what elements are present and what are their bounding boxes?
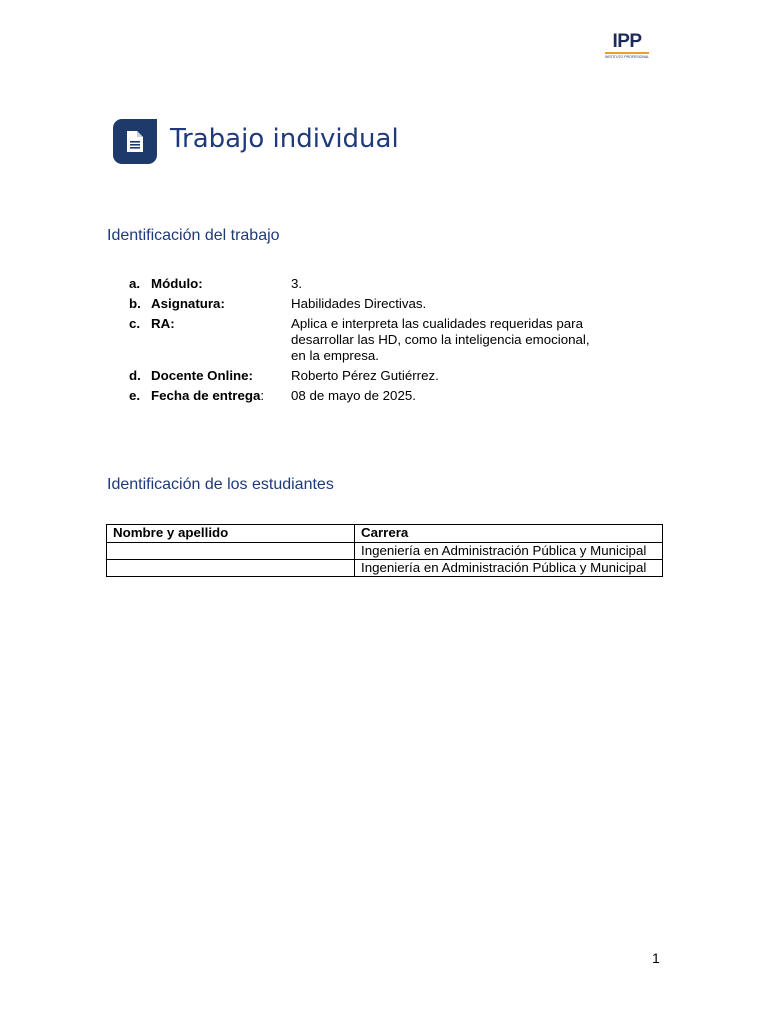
- list-value: 08 de mayo de 2025.: [291, 388, 416, 403]
- list-label: Módulo:: [151, 276, 203, 291]
- student-name-cell[interactable]: [107, 560, 355, 577]
- page-title: Trabajo individual: [170, 124, 399, 154]
- list-letter: b.: [129, 296, 141, 311]
- column-header-name: Nombre y apellido: [107, 525, 355, 543]
- table-header-row: [107, 525, 663, 543]
- list-value: Habilidades Directivas.: [291, 296, 427, 311]
- work-identification-heading: Identificación del trabajo: [107, 227, 280, 244]
- ipp-logo: [602, 32, 652, 62]
- list-item-modulo: [129, 276, 629, 292]
- list-item-fecha: [129, 388, 629, 404]
- list-item-docente: [129, 368, 629, 384]
- list-label: RA:: [151, 316, 175, 331]
- work-identification-list: [129, 276, 629, 408]
- list-letter: c.: [129, 316, 141, 331]
- table-row: [107, 543, 663, 560]
- list-label: Docente Online:: [151, 368, 253, 383]
- document-icon: [113, 119, 157, 164]
- student-identification-heading: Identificación de los estudiantes: [107, 476, 334, 493]
- list-letter: e.: [129, 388, 141, 403]
- students-table: [106, 524, 663, 577]
- list-value: 3.: [291, 276, 303, 291]
- logo-text: IPP: [612, 31, 642, 52]
- list-item-asignatura: [129, 296, 629, 312]
- logo-subtitle: INSTITUTO PROFESIONAL: [604, 54, 650, 59]
- list-value: Aplica e interpreta las cualidades requeridas para desarrollar las HD, como la inteligencia emocional, en la empresa.: [291, 316, 590, 363]
- table-row: [107, 560, 663, 577]
- career-cell: Ingeniería en Administración Pública y Municipal: [355, 543, 663, 560]
- career-cell: Ingeniería en Administración Pública y Municipal: [355, 560, 663, 577]
- logo-accent-bar: [605, 52, 649, 54]
- list-label: Asignatura:: [151, 296, 225, 311]
- list-value: Roberto Pérez Gutiérrez.: [291, 368, 439, 383]
- column-header-career: Carrera: [355, 525, 663, 543]
- page-number: 1: [652, 950, 660, 966]
- list-letter: d.: [129, 368, 141, 383]
- list-letter: a.: [129, 276, 141, 291]
- list-label: Fecha de entrega:: [151, 388, 265, 403]
- student-name-cell[interactable]: [107, 543, 355, 560]
- list-item-ra: [129, 316, 629, 364]
